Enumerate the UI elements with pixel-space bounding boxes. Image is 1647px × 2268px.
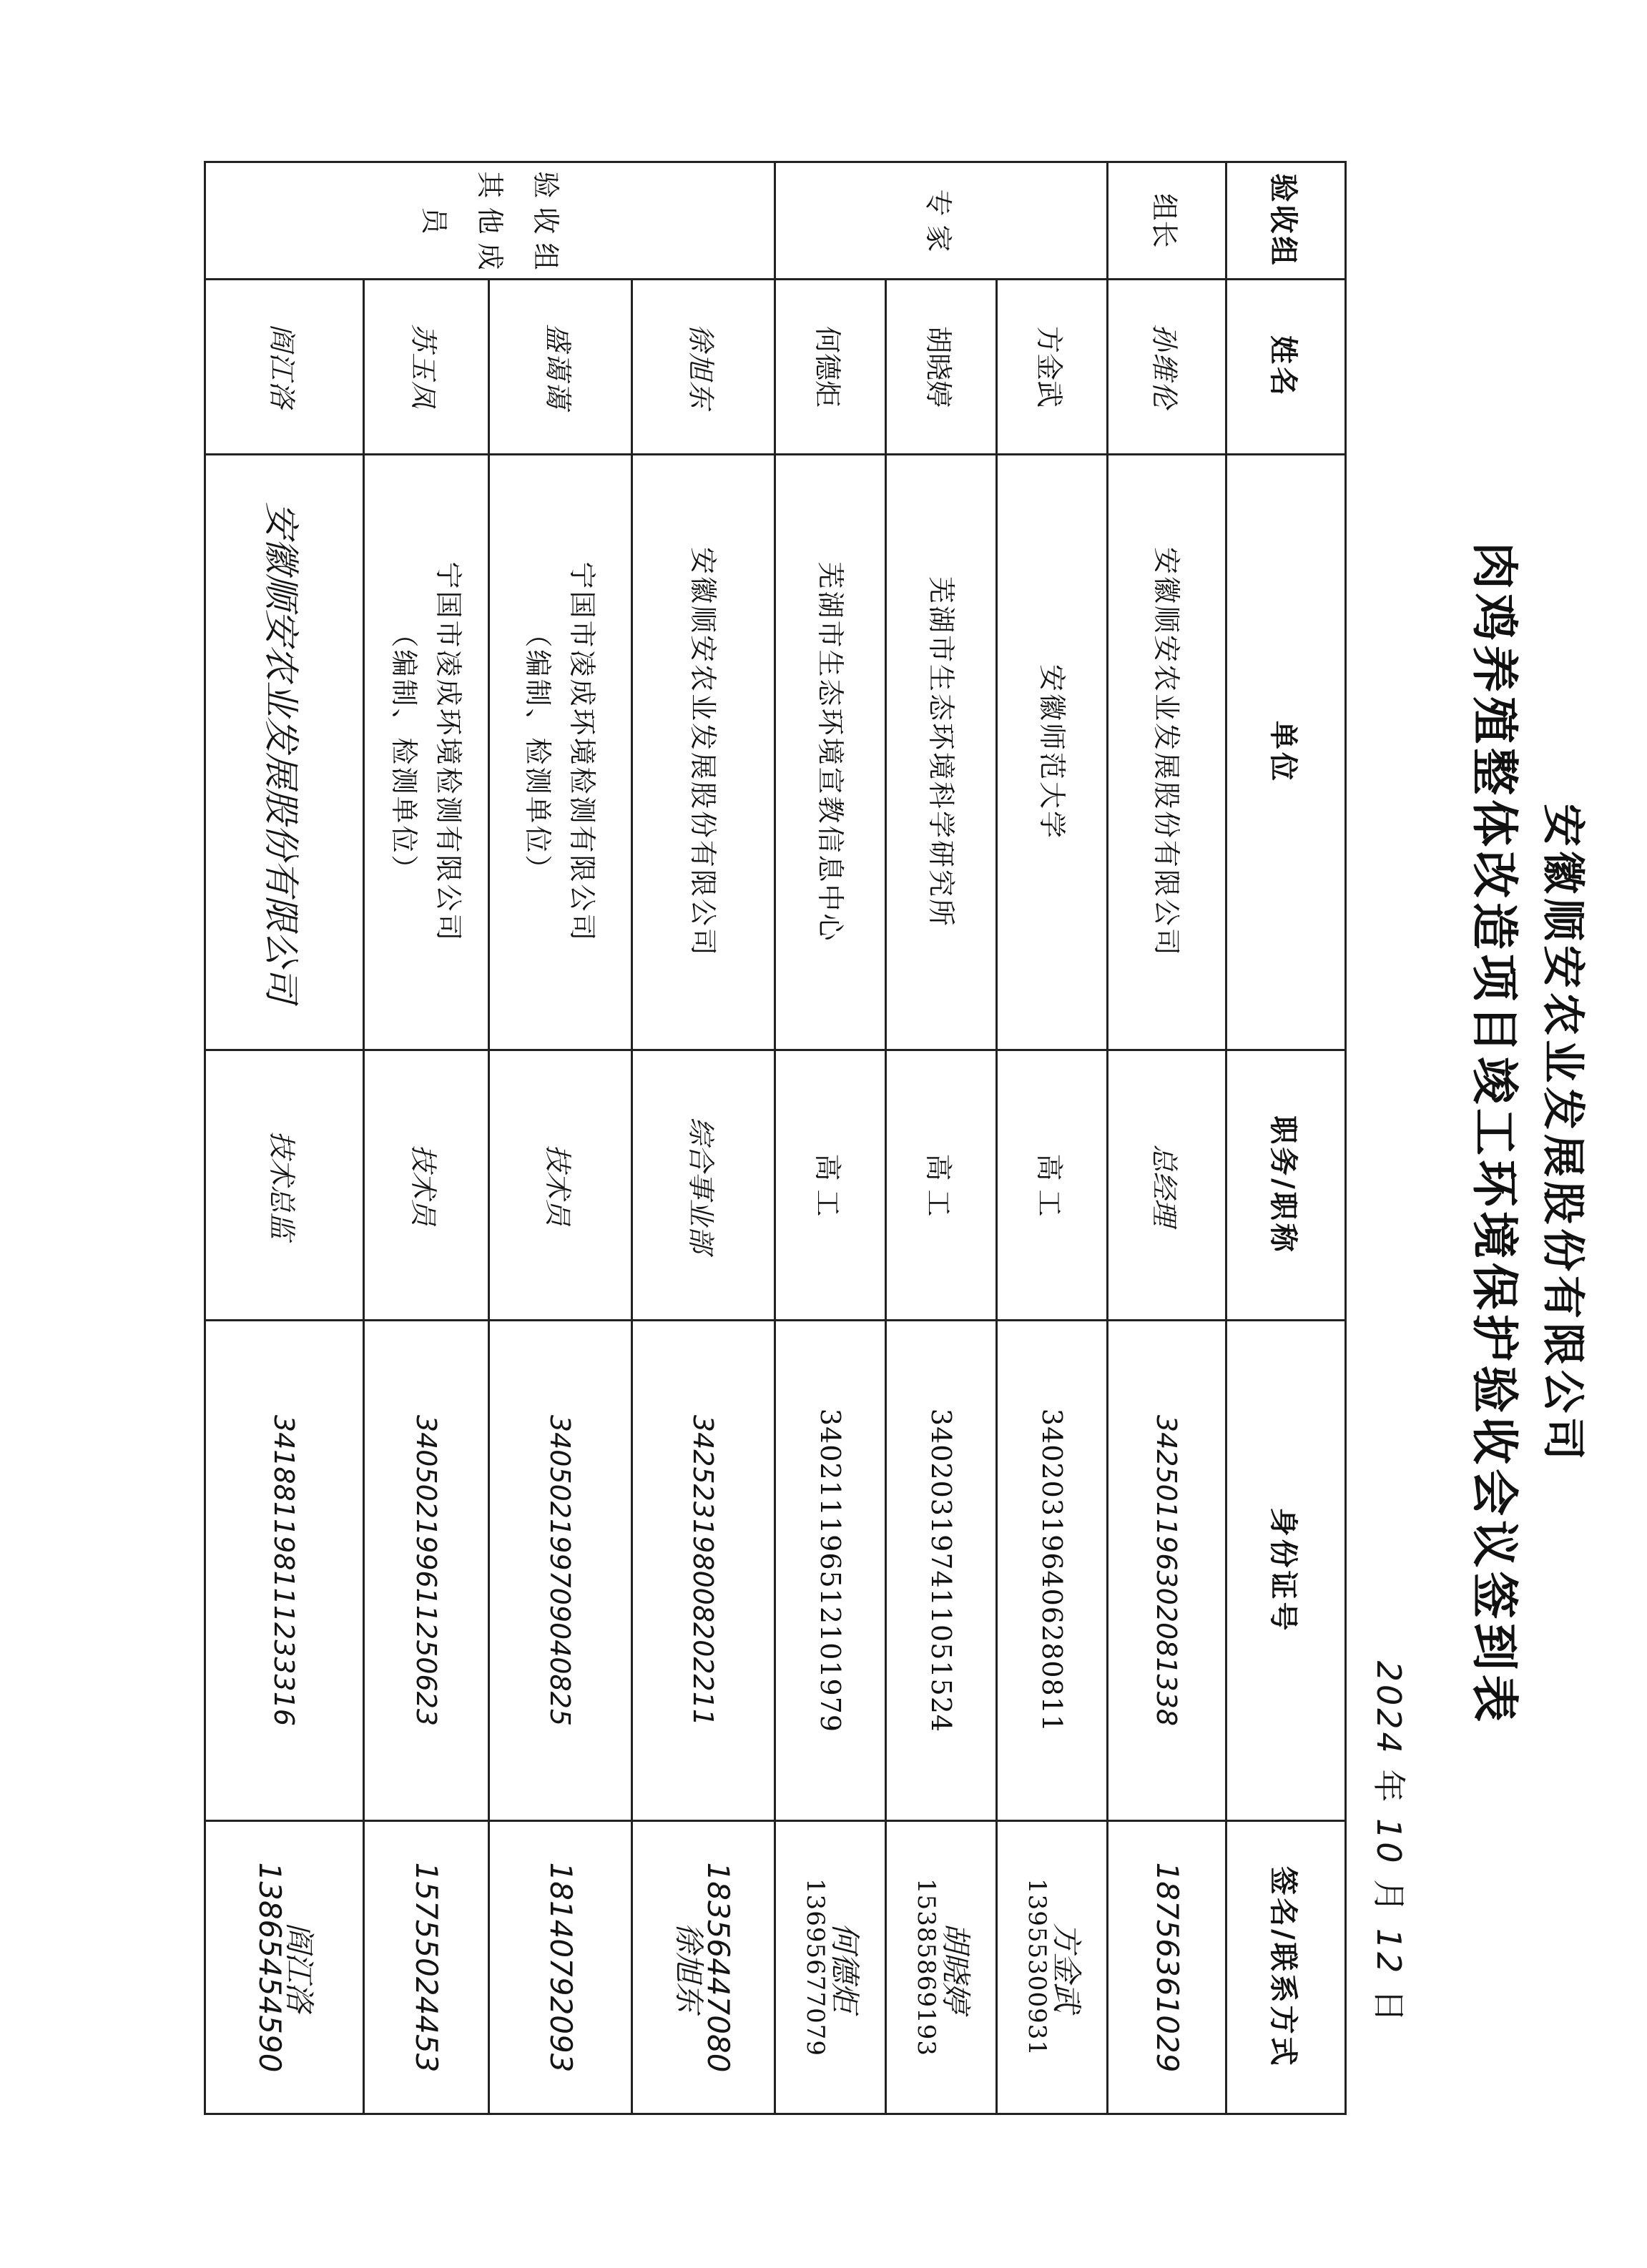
header-name: 姓名 <box>1226 280 1346 455</box>
name-cell: 苏玉凤 <box>364 280 489 455</box>
sign-phone: 13865454590 <box>252 1862 288 2073</box>
sign-cell <box>775 1821 886 2114</box>
name-cell: 盛蔼蔼 <box>489 280 632 455</box>
date-month: 10 <box>1370 1818 1408 1866</box>
header-group: 验收组 <box>1226 162 1346 280</box>
header-position: 职务/职称 <box>1226 1050 1346 1321</box>
sign-date <box>1367 1661 1415 2025</box>
header-id: 身份证号 <box>1226 1321 1346 1821</box>
unit-name: 宁国市凌成环境检测有限公司 <box>566 561 599 943</box>
position-cell: 综合事业部 <box>632 1050 775 1321</box>
date-month-unit: 月 <box>1370 1879 1408 1916</box>
name-cell: 徐旭东 <box>632 280 775 455</box>
id-cell: 340203197411051524 <box>886 1321 997 1821</box>
sign-phone: 15755024453 <box>409 1862 445 2073</box>
name-cell: 胡晓婷 <box>886 280 997 455</box>
name-cell: 孙维伦 <box>1108 280 1226 455</box>
sign-cell <box>364 1821 489 2114</box>
sign-cell <box>489 1821 632 2114</box>
unit-cell: 芜湖市生态环境宣教信息中心 <box>775 455 886 1050</box>
group-leader: 组长 <box>1108 162 1226 280</box>
header-sign: 签名/联系方式 <box>1226 1821 1346 2114</box>
unit-cell <box>489 455 632 1050</box>
sign-name: 何德炬 <box>827 1922 863 2013</box>
sign-cell <box>886 1821 997 2114</box>
sign-cell <box>1108 1821 1226 2114</box>
position-cell: 技术员 <box>489 1050 632 1321</box>
form-title: 肉鸡养殖整体改造项目竣工环境保护验收会议签到表 <box>1467 542 1523 1726</box>
table-header-row <box>1226 162 1346 2114</box>
unit-cell: 安徽师范大学 <box>997 455 1108 1050</box>
id-cell: 340502199709040825 <box>489 1321 632 1821</box>
position-cell: 技术员 <box>364 1050 489 1321</box>
id-cell: 341881198111233316 <box>205 1321 364 1821</box>
date-day: 12 <box>1370 1928 1408 1976</box>
name-cell: 阎江洛 <box>205 280 364 455</box>
id-cell: 340203196406280811 <box>997 1321 1108 1821</box>
sign-phone: 18356447080 <box>701 1862 737 2073</box>
id-cell: 342523198008202211 <box>632 1321 775 1821</box>
position-cell: 技术总监 <box>205 1050 364 1321</box>
sign-phone: 13955300931 <box>1023 1878 1052 2056</box>
group-experts: 专 家 <box>775 162 1108 280</box>
name-cell: 何德炬 <box>775 280 886 455</box>
sign-phone: 18140792093 <box>544 1862 579 2073</box>
position-cell: 总经理 <box>1108 1050 1226 1321</box>
sign-phone: 15385869193 <box>912 1878 941 2056</box>
unit-cell: 芜湖市生态环境科学研究所 <box>886 455 997 1050</box>
sign-cell <box>632 1821 775 2114</box>
unit-note: （编制、检测单位） <box>388 620 420 884</box>
sign-cell <box>997 1821 1108 2114</box>
sign-phone: 18756361029 <box>1150 1862 1185 2073</box>
table-row <box>775 162 886 2114</box>
table-row <box>1108 162 1226 2114</box>
position-cell: 高 工 <box>886 1050 997 1321</box>
sign-name: 胡晓婷 <box>938 1922 974 2013</box>
date-year: 2024 <box>1370 1660 1408 1756</box>
table-row <box>489 162 632 2114</box>
unit-name: 宁国市凌成环境检测有限公司 <box>433 561 464 943</box>
sign-name: 阎江洛 <box>282 1922 318 2013</box>
sign-name: 徐旭东 <box>672 1922 707 2013</box>
table-row <box>205 162 364 2114</box>
date-year-unit: 年 <box>1370 1769 1408 1805</box>
sign-name: 方金武 <box>1049 1922 1085 2013</box>
date-day-unit: 日 <box>1370 1989 1408 2025</box>
group-others: 验 收 组 其 他 成 员 <box>205 162 775 280</box>
unit-cell <box>364 455 489 1050</box>
id-cell: 340211196512101979 <box>775 1321 886 1821</box>
company-title: 安徽顺安农业发展股份有限公司 <box>1538 804 1588 1464</box>
position-cell: 高 工 <box>775 1050 886 1321</box>
position-cell: 高 工 <box>997 1050 1108 1321</box>
table-row <box>364 162 489 2114</box>
unit-cell: 安徽顺安农业发展股份有限公司 <box>632 455 775 1050</box>
sign-cell <box>205 1821 364 2114</box>
sign-phone: 13695677079 <box>801 1878 830 2056</box>
unit-note: （编制、检测单位） <box>522 620 554 884</box>
id-cell: 340502199611250623 <box>364 1321 489 1821</box>
table-row <box>886 162 997 2114</box>
id-cell: 342501196302081338 <box>1108 1321 1226 1821</box>
unit-cell: 安徽顺安农业发展股份有限公司 <box>1108 455 1226 1050</box>
header-unit: 单位 <box>1226 455 1346 1050</box>
table-row <box>997 162 1108 2114</box>
sign-in-table <box>204 161 1347 2115</box>
unit-cell: 安徽顺安农业发展股份有限公司 <box>205 455 364 1050</box>
name-cell: 方金武 <box>997 280 1108 455</box>
table-row <box>632 162 775 2114</box>
